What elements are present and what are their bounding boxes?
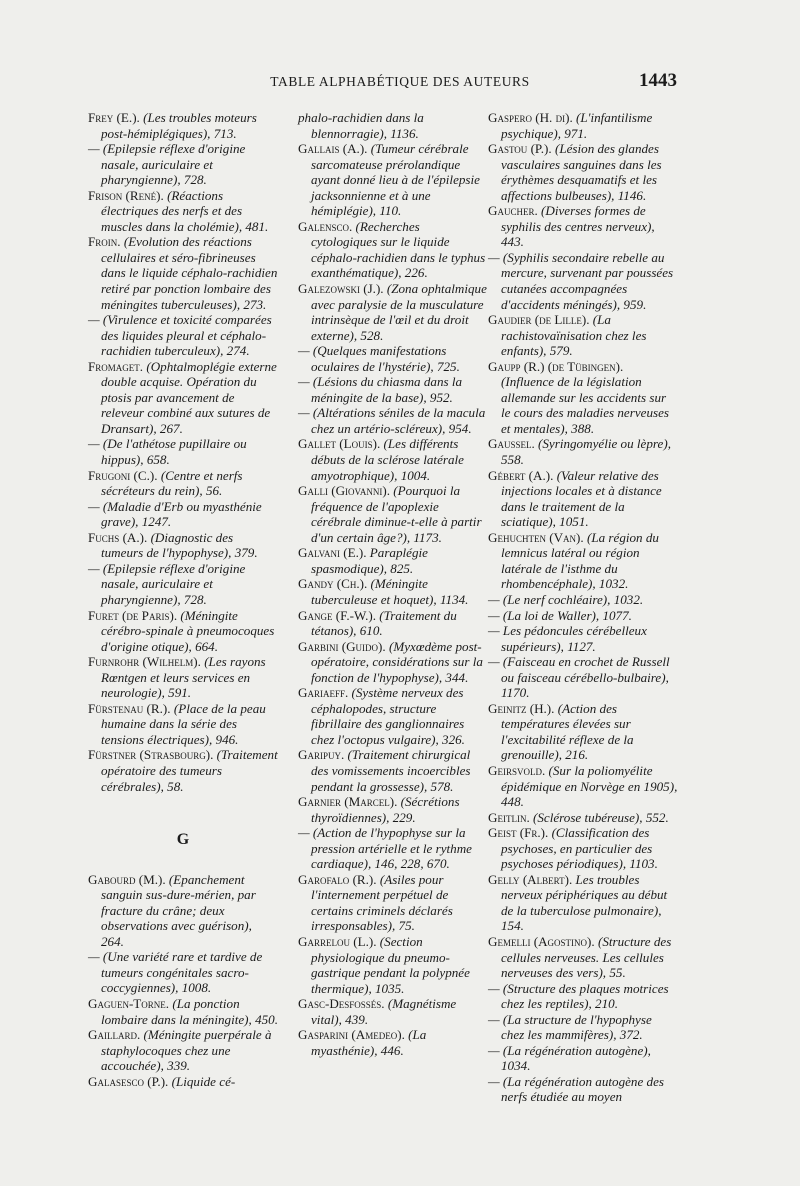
author-name: Gaucher. bbox=[488, 203, 542, 219]
index-entry bbox=[488, 1012, 678, 1043]
entry-text: (Méningite cérébro-spinale à pneumocoques d'origine otique), 664. bbox=[101, 607, 275, 654]
entry-text: (Sécrétions thyroïdiennes), 229. bbox=[311, 794, 460, 825]
entry-text: (Sclérose tubéreuse), 552. bbox=[533, 809, 669, 825]
index-entry bbox=[298, 141, 488, 219]
entry-text: — (Quelques manifestations oculaires de l'hystérie), 725. bbox=[298, 343, 460, 374]
entry-text: (Epanchement sanguin sus-dure-mérien, par fracture du crâne; deux observations avec guérison), 264. bbox=[101, 871, 256, 949]
index-entry bbox=[488, 530, 678, 592]
entry-text: (Méningite puerpérale à staphylocoques chez une accouchée), 339. bbox=[101, 1027, 272, 1074]
author-name: Frugoni (C.). bbox=[88, 467, 161, 483]
index-entry bbox=[298, 1027, 488, 1058]
index-entry bbox=[88, 701, 278, 748]
entry-text: — (Syphilis secondaire rebelle au mercure, survenant par poussées cutanées accompagnées d'accidents méningés), 959. bbox=[488, 249, 674, 312]
author-name: Frey (E.). bbox=[88, 110, 144, 125]
author-name: Froin. bbox=[88, 234, 124, 250]
index-entry bbox=[88, 1074, 278, 1090]
entry-text: — (La structure de l'hypophyse chez les mammifères), 372. bbox=[488, 1011, 652, 1043]
author-name: Gabourd (M.). bbox=[88, 871, 169, 887]
entry-text: — (Faisceau en crochet de Russell ou faisceau cérébello-bulbaire), 1170. bbox=[488, 654, 670, 701]
entry-text: (Liquide cé- bbox=[171, 1073, 236, 1089]
index-entry bbox=[88, 499, 278, 530]
column-1 bbox=[88, 110, 278, 1089]
entry-text: — (De l'athétose pupillaire ou hippus), 658. bbox=[88, 436, 247, 468]
index-entry bbox=[298, 545, 488, 576]
index-entry bbox=[88, 1027, 278, 1074]
section-letter: G bbox=[176, 831, 190, 849]
entry-text: (Classification des psychoses, en particulier des psychoses périodiques), 1103. bbox=[501, 825, 658, 872]
author-name: Gaudier (de Lille). bbox=[488, 312, 593, 328]
author-name: Gasc-Desfossés. bbox=[298, 996, 388, 1012]
index-entry bbox=[298, 872, 488, 934]
index-entry bbox=[488, 654, 678, 701]
entry-text: (Les troubles moteurs post-hémiplégiques), 713. bbox=[101, 110, 257, 141]
author-name: Fuchs (A.). bbox=[88, 529, 151, 545]
entry-text: — (La régénération autogène), 1034. bbox=[488, 1042, 651, 1074]
entry-text: (Syringomyélie ou lèpre), 558. bbox=[501, 436, 671, 468]
author-name: Geirsvold. bbox=[488, 762, 549, 778]
author-name: Fürstenau (R.). bbox=[88, 700, 174, 716]
author-name: Galvani (E.). bbox=[298, 545, 370, 561]
entry-text: (La région du lemnicus latéral ou région latérale de l'isthme du rhombencéphale), 1032. bbox=[501, 529, 659, 592]
page-number: 1443 bbox=[639, 70, 677, 91]
index-entry bbox=[298, 374, 488, 405]
entry-text: — (La loi de Waller), 1077. bbox=[488, 607, 632, 623]
page-header bbox=[0, 70, 800, 96]
index-entry bbox=[488, 359, 678, 437]
entry-text: (Structure des cellules nerveuses. Les cellules nerveuses des vers), 55. bbox=[501, 933, 672, 981]
entry-text: (Recherches cytologiques sur le liquide céphalo-rachidien dans le typhus exanthématique), 226. bbox=[311, 218, 486, 281]
entry-text: (Evolution des réactions cellulaires et séro-fibrineuses dans le liquide céphalo-rachidien retiré par ponction lombaire des méningites tuberculeuses), 273. bbox=[101, 234, 278, 312]
index-entry bbox=[88, 468, 278, 499]
author-name: Gébert (A.). bbox=[488, 467, 557, 483]
index-entry bbox=[488, 825, 678, 872]
entry-text: (Asiles pour l'internement perpétuel de certains criminels déclarés irresponsables), 75. bbox=[311, 871, 453, 934]
entry-text: (Réactions électriques des nerfs et des muscles dans la cholémie), 481. bbox=[101, 187, 269, 234]
index-entry bbox=[298, 110, 488, 141]
entry-text: Les troubles nerveux périphériques au début de la tuberculose pulmonaire), 154. bbox=[501, 871, 668, 934]
entry-text: — (Le nerf cochléaire), 1032. bbox=[488, 591, 644, 607]
author-name: Galasesco (P.). bbox=[88, 1073, 172, 1089]
entry-text: — (Epilepsie réflexe d'origine nasale, auriculaire et pharyngienne), 728. bbox=[88, 141, 246, 188]
author-name: Gaillard. bbox=[88, 1027, 144, 1043]
entry-text: (Zona ophtalmique avec paralysie de la musculature intrinsèque de l'œil et du droit externe), 528. bbox=[311, 281, 487, 343]
index-entry bbox=[88, 996, 278, 1027]
entry-text: (Action des températures élevées sur l'excitabilité réflexe de la grenouille), 216. bbox=[501, 700, 634, 763]
entry-text: Paraplégie spasmodique), 825. bbox=[311, 545, 428, 576]
author-name: Garipuy. bbox=[298, 747, 348, 763]
index-entry bbox=[488, 141, 678, 203]
index-entry bbox=[88, 110, 278, 141]
entry-text: — (La régénération autogène des nerfs étudiée au moyen bbox=[488, 1073, 665, 1105]
index-entry bbox=[298, 639, 488, 686]
entry-text: (Traitement chirurgical des vomissements incoercibles pendant la grossesse), 578. bbox=[311, 747, 471, 794]
index-entry bbox=[298, 608, 488, 639]
index-entry bbox=[298, 343, 488, 374]
index-entry bbox=[88, 608, 278, 655]
author-name: Gaguen-Torne. bbox=[88, 995, 173, 1011]
author-name: Gemelli (Agostino). bbox=[488, 933, 598, 949]
index-entry bbox=[488, 810, 678, 826]
index-entry bbox=[488, 934, 678, 981]
entry-text: (Influence de la législation allemande sur les accidents sur le cours des maladies nerveuses et mentales), 388. bbox=[501, 374, 670, 436]
author-name: Gaspero (H. di). bbox=[488, 110, 577, 125]
author-name: Frison (René). bbox=[88, 187, 168, 203]
index-entry bbox=[88, 949, 278, 996]
author-name: Gehuchten (Van). bbox=[488, 529, 587, 545]
index-entry bbox=[88, 312, 278, 359]
entry-text: (Place de la peau humaine dans la série des tensions électriques), 946. bbox=[101, 700, 266, 747]
author-name: Gallais (A.). bbox=[298, 141, 371, 157]
index-entry bbox=[298, 825, 488, 872]
index-entry bbox=[298, 747, 488, 794]
author-name: Furnrohr (Wilhelm). bbox=[88, 654, 205, 670]
author-name: Gasparini (Amedeo). bbox=[298, 1027, 409, 1043]
index-entry bbox=[298, 996, 488, 1027]
entry-text: — Les pédoncules cérébelleux supérieurs), 1127. bbox=[488, 623, 647, 654]
entry-text: (Les différents débuts de la sclérose latérale amyotrophique), 1004. bbox=[311, 436, 464, 483]
running-title: TABLE ALPHABÉTIQUE DES AUTEURS bbox=[270, 74, 530, 89]
index-entry bbox=[88, 141, 278, 188]
entry-text: (Les rayons Rœntgen et leurs services en neurologie), 591. bbox=[101, 654, 266, 701]
entry-text: (Lésion des glandes vasculaires sanguines dans les érythèmes desquamatifs et les affections bulbeuses), 1146. bbox=[501, 141, 662, 203]
entry-text: (Diagnostic des tumeurs de l'hypophyse), 379. bbox=[101, 529, 258, 561]
entry-text: (Valeur relative des injections locales et à distance dans le traitement de la sciatique), 1051. bbox=[501, 467, 662, 530]
index-entry bbox=[488, 110, 678, 141]
index-entry bbox=[298, 794, 488, 825]
index-entry bbox=[488, 608, 678, 624]
entry-text: (Centre et nerfs sécréteurs du rein), 56. bbox=[101, 467, 243, 499]
author-name: Geinitz (H.). bbox=[488, 700, 558, 716]
author-name: Gaussel. bbox=[488, 436, 539, 452]
entry-text: (Sur la poliomyélite épidémique en Norvège en 1905), 448. bbox=[501, 762, 678, 810]
index-entry bbox=[298, 281, 488, 343]
column-2 bbox=[298, 110, 488, 1058]
entry-text: (Ophtalmoplégie externe double acquise. Opération du ptosis par avancement de releveur combiné aux sutures de Dransart), 267. bbox=[101, 358, 277, 436]
author-name: Gandy (Ch.). bbox=[298, 576, 371, 592]
entry-text: phalo-rachidien dans la blennorragie), 1136. bbox=[298, 110, 424, 141]
index-entry bbox=[88, 188, 278, 235]
entry-text: (Diverses formes de syphilis des centres nerveux), 443. bbox=[501, 203, 655, 250]
index-entry bbox=[488, 1074, 678, 1105]
entry-text: (La myasthénie), 446. bbox=[311, 1027, 427, 1058]
author-name: Galensco. bbox=[298, 218, 356, 234]
author-name: Galli (Giovanni). bbox=[298, 483, 394, 499]
index-entry bbox=[88, 654, 278, 701]
entry-text: — (Une variété rare et tardive de tumeurs congénitales sacro-coccygiennes), 1008. bbox=[88, 949, 263, 996]
entry-text: (Myxœdème post-opératoire, considérations sur la fonction de l'hypophyse), 344. bbox=[311, 638, 483, 685]
index-entry bbox=[88, 359, 278, 437]
index-entry bbox=[298, 219, 488, 281]
entry-text: (Méningite tuberculeuse et hoquet), 1134. bbox=[311, 576, 469, 607]
entry-text: (La ponction lombaire dans la méningite), 450. bbox=[101, 995, 278, 1027]
entry-text: (Traitement opératoire des tumeurs cérébrales), 58. bbox=[101, 747, 278, 794]
author-name: Fürstner (Strasbourg). bbox=[88, 747, 217, 763]
entry-text: (Pourquoi la fréquence de l'apoplexie cérébrale diminue-t-elle à partir d'un certain âge?), 1173. bbox=[311, 483, 482, 545]
author-name: Gallet (Louis). bbox=[298, 436, 384, 452]
entry-text: — (Action de l'hypophyse sur la pression artérielle et le rythme cardiaque), 146, 228, 670. bbox=[298, 825, 472, 872]
author-name: Garnier (Marcel). bbox=[298, 794, 401, 810]
entry-text: (Section physiologique du pneumo-gastrique pendant la polypnée thermique), 1035. bbox=[311, 933, 470, 996]
author-name: Geist (Fr.). bbox=[488, 825, 552, 841]
index-entry bbox=[88, 747, 278, 794]
author-name: Furet (de Paris). bbox=[88, 607, 181, 623]
index-entry bbox=[488, 872, 678, 934]
author-name: Gange (F.-W.). bbox=[298, 607, 380, 623]
index-entry bbox=[488, 763, 678, 810]
index-entry bbox=[88, 561, 278, 608]
author-name: Gariaeff. bbox=[298, 685, 352, 701]
entry-text: — (Structure des plaques motrices chez les reptiles), 210. bbox=[488, 980, 669, 1012]
entry-text: (Tumeur cérébrale sarcomateuse prérolandique ayant donné lieu à de l'épilepsie jacksonnienne et à une hémiplégie), 110. bbox=[311, 141, 480, 219]
index-entry bbox=[488, 468, 678, 530]
author-name: Garbini (Guido). bbox=[298, 638, 389, 654]
index-entry bbox=[88, 436, 278, 467]
author-name: Fromaget. bbox=[88, 358, 147, 374]
index-entry bbox=[298, 483, 488, 545]
index-entry bbox=[488, 981, 678, 1012]
index-entry bbox=[488, 701, 678, 763]
column-3 bbox=[488, 110, 678, 1105]
index-entry bbox=[488, 592, 678, 608]
index-entry bbox=[88, 872, 278, 950]
entry-text: (Traitement du tétanos), 610. bbox=[311, 607, 457, 639]
index-entry bbox=[298, 436, 488, 483]
index-entry bbox=[298, 685, 488, 747]
author-name: Gelly (Albert). bbox=[488, 871, 576, 887]
entry-text: (Système nerveux des céphalopodes, structure fibrillaire des ganglionnaires chez l'octopus vulgaire), 326. bbox=[311, 685, 465, 747]
author-name: Gastou (P.). bbox=[488, 141, 555, 157]
index-entry bbox=[488, 312, 678, 359]
index-entry bbox=[298, 405, 488, 436]
entry-text: (L'infantilisme psychique), 971. bbox=[501, 110, 653, 141]
index-entry bbox=[298, 576, 488, 607]
index-entry bbox=[88, 234, 278, 312]
index-entry bbox=[488, 1043, 678, 1074]
entry-text: (Magnétisme vital), 439. bbox=[311, 996, 457, 1027]
entry-text: — (Virulence et toxicité comparées des liquides pleural et céphalo-rachidien tuberculeux), 274. bbox=[88, 312, 272, 359]
index-entry bbox=[488, 436, 678, 467]
author-name: Garofalo (R.). bbox=[298, 871, 380, 887]
index-entry bbox=[488, 203, 678, 250]
author-name: Geitlin. bbox=[488, 809, 533, 825]
entry-text: — (Maladie d'Erb ou myasthénie grave), 1247. bbox=[88, 498, 262, 530]
entry-text: — (Epilepsie réflexe d'origine nasale, auriculaire et pharyngienne), 728. bbox=[88, 560, 246, 607]
entry-text: — (Altérations séniles de la macula chez un artério-scléreux), 954. bbox=[298, 405, 486, 436]
author-name: Gaupp (R.) (de Tübingen). bbox=[488, 358, 624, 374]
entry-text: — (Lésions du chiasma dans la méningite de la base), 952. bbox=[298, 374, 463, 405]
index-entry bbox=[88, 530, 278, 561]
index-entry bbox=[298, 934, 488, 996]
author-name: Galezowski (J.). bbox=[298, 281, 387, 297]
entry-text: (La rachistovaïnisation chez les enfants), 579. bbox=[501, 312, 647, 359]
index-entry bbox=[488, 250, 678, 312]
author-name: Garrelou (L.). bbox=[298, 933, 380, 949]
index-entry bbox=[488, 623, 678, 654]
